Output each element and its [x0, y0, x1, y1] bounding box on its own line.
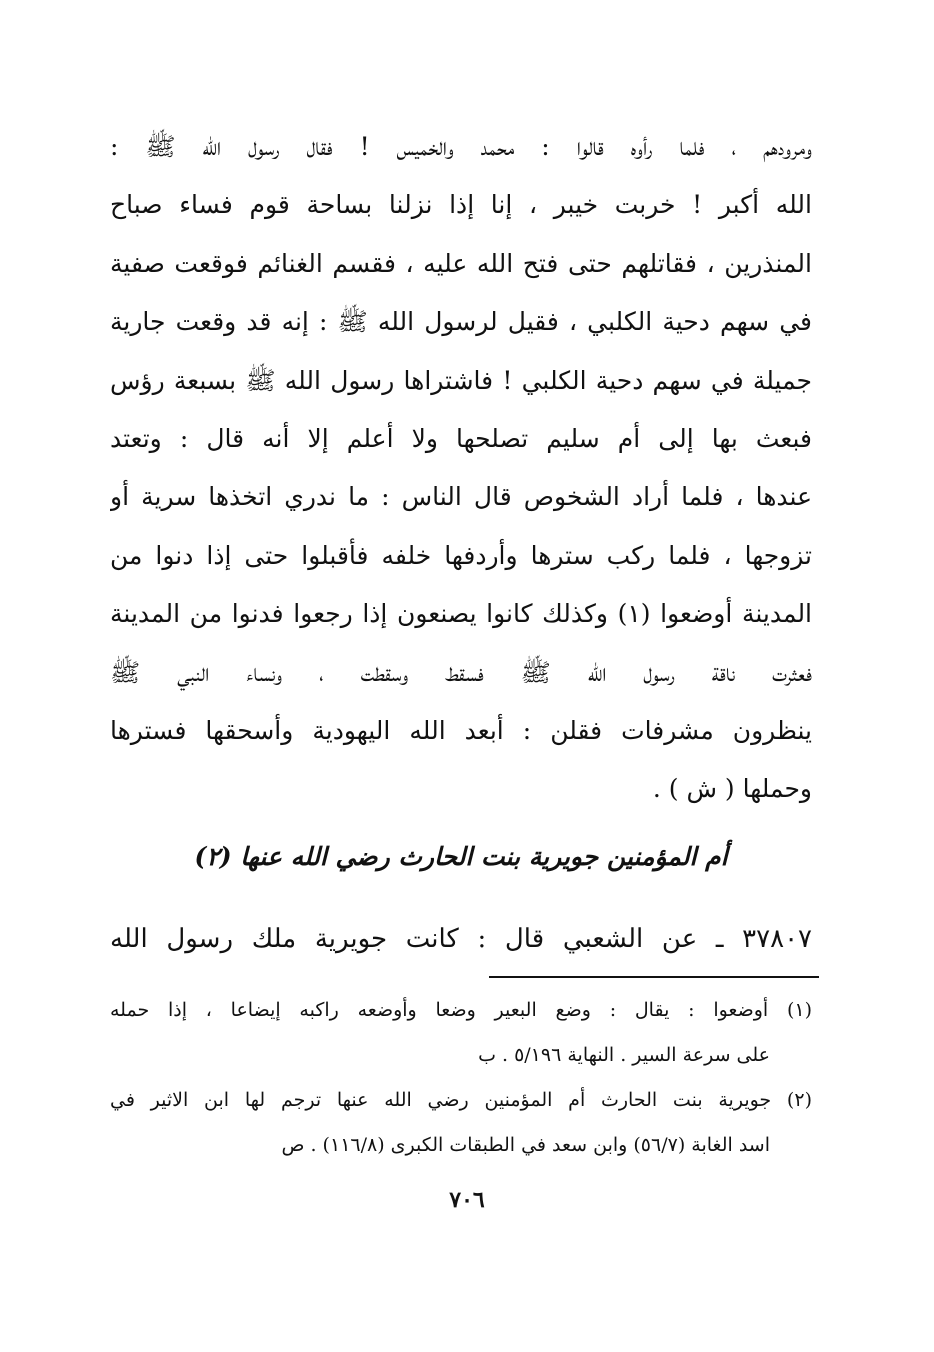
- text-line: ينظرون مشرفات فقلن : أبعد الله اليهودية وأسحقها فسترها: [110, 715, 812, 745]
- hadith-opening-line: ٣٧٨٠٧ ـ عن الشعبي قال : كانت جويرية ملك رسول الله: [110, 924, 812, 954]
- text-line: المنذرين ، فقاتلهم حتى فتح الله عليه ، فقسم الغنائم فوقعت صفية: [110, 248, 812, 278]
- footnote-2-continuation: اسد الغابة (٥٦/٧) وابن سعد في الطبقات الكبرى (١١٦/٨) . ص: [281, 1134, 770, 1156]
- main-text-block: [110, 118, 812, 819]
- text-line: تزوجها ، فلما ركب سترها وأردفها خلفه فأقبلوا حتى إذا دنوا من: [110, 540, 812, 570]
- footnote-2: (٢) جويرية بنت الحارث أم المؤمنين رضي الله عنها ترجم لها ابن الاثير في: [110, 1089, 812, 1111]
- page-number: ٧٠٦: [449, 1187, 485, 1213]
- text-line: المدينة أوضعوا (١) وكذلك كانوا يصنعون إذا رجعوا فدنوا من المدينة: [110, 599, 812, 629]
- text-line: جميلة في سهم دحية الكلبي ! فاشتراها رسول الله ﷺ بسبعة رؤس: [110, 365, 812, 395]
- footnote-divider: [489, 976, 819, 978]
- section-heading: أم المؤمنين جويرية بنت الحارث رضي الله عنها (٢): [194, 842, 728, 871]
- footnote-1-continuation: على سرعة السير . النهاية ٥/١٩٦ . ب: [478, 1044, 770, 1066]
- text-line: عندها ، فلما أراد الشخوص قال الناس : ما ندري اتخذها سرية أو: [110, 482, 812, 512]
- footnotes-block: [110, 988, 812, 1168]
- text-line: ومرودهم ، فلما رأوه قالوا : محمد والخميس ! فقال رسول الله ﷺ :: [110, 132, 812, 161]
- footnote-1: (١) أوضعوا : يقال : وضع البعير وضعا وأوضعه راكبه إيضاعا ، إذا حمله: [110, 999, 812, 1021]
- text-line-last: وحملها ( ش ) .: [652, 774, 812, 804]
- text-line: الله أكبر ! خربت خيبر ، إنا إذا نزلنا بساحة قوم فساء صباح: [110, 190, 812, 220]
- text-line: في سهم دحية الكلبي ، فقيل لرسول الله ﷺ : إنه قد وقعت جارية: [110, 307, 812, 337]
- text-line: فعثرت ناقة رسول الله ﷺ فسقط وسقطت ، ونساء النبي ﷺ: [110, 657, 812, 687]
- text-line: فبعث بها إلى أم سليم تصلحها ولا أعلم إلا أنه قال : وتعتد: [110, 423, 812, 453]
